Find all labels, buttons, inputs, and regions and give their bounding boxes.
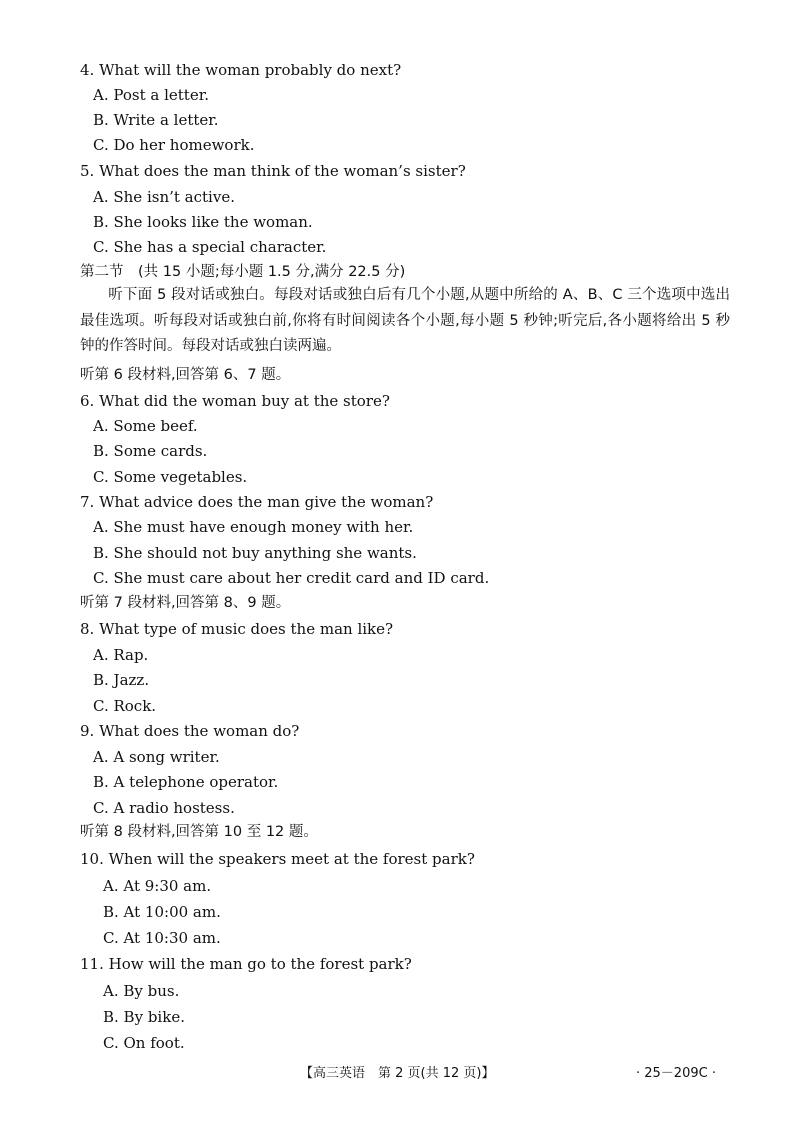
option-4c: C. Do her homework. (93, 136, 255, 154)
section-2-instructions-text: 听下面 5 段对话或独白。每段对话或独白后有几个小题,从题中所给的 A、B、C 三个选项中选出最佳选项。听每段对话或独白前,你将有时间阅读各个小题,每小题 5 秒钟;听完后,各小题将给出 5 秒钟的作答时间。每段对话或独白读两遍。 (80, 287, 730, 354)
footer-page-info: 【高三英语 第 2 页(共 12 页)】 (300, 1066, 495, 1081)
option-4a: A. Post a letter. (93, 86, 209, 104)
option-5a: A. She isn’t active. (93, 188, 235, 206)
option-10b: B. At 10:00 am. (103, 903, 221, 921)
option-10c: C. At 10:30 am. (103, 929, 221, 947)
option-11b: B. By bike. (103, 1008, 185, 1026)
question-9: 9. What does the woman do? (80, 722, 300, 740)
option-9a: A. A song writer. (93, 748, 220, 766)
option-6b: B. Some cards. (93, 442, 208, 460)
option-6a: A. Some beef. (93, 417, 198, 435)
footer-code: · 25－209C · (636, 1066, 716, 1081)
option-7c: C. She must care about her credit card and ID card. (93, 569, 490, 587)
option-7b: B. She should not buy anything she wants. (93, 544, 417, 562)
option-5c: C. She has a special character. (93, 238, 327, 256)
question-6: 6. What did the woman buy at the store? (80, 392, 390, 410)
material-6-label: 听第 6 段材料,回答第 6、7 题。 (80, 367, 291, 383)
section-2-heading: 第二节 (共 15 小题;每小题 1.5 分,满分 22.5 分) (80, 264, 406, 280)
option-8b: B. Jazz. (93, 671, 150, 689)
option-8a: A. Rap. (93, 646, 149, 664)
option-6c: C. Some vegetables. (93, 468, 248, 486)
option-10a: A. At 9:30 am. (103, 877, 212, 895)
material-8-label: 听第 8 段材料,回答第 10 至 12 题。 (80, 824, 318, 840)
material-7-label: 听第 7 段材料,回答第 8、9 题。 (80, 595, 291, 611)
question-8: 8. What type of music does the man like? (80, 620, 394, 638)
question-4: 4. What will the woman probably do next? (80, 61, 402, 79)
option-11a: A. By bus. (103, 982, 180, 1000)
question-10: 10. When will the speakers meet at the forest park? (80, 850, 475, 868)
option-9c: C. A radio hostess. (93, 799, 235, 817)
option-4b: B. Write a letter. (93, 111, 219, 129)
option-9b: B. A telephone operator. (93, 773, 279, 791)
question-11: 11. How will the man go to the forest park? (80, 955, 412, 973)
section-2-instructions (80, 283, 730, 360)
option-7a: A. She must have enough money with her. (93, 518, 414, 536)
option-8c: C. Rock. (93, 697, 157, 715)
option-5b: B. She looks like the woman. (93, 213, 313, 231)
question-5: 5. What does the man think of the woman’s sister? (80, 162, 466, 180)
option-11c: C. On foot. (103, 1034, 185, 1052)
question-7: 7. What advice does the man give the woman? (80, 493, 434, 511)
